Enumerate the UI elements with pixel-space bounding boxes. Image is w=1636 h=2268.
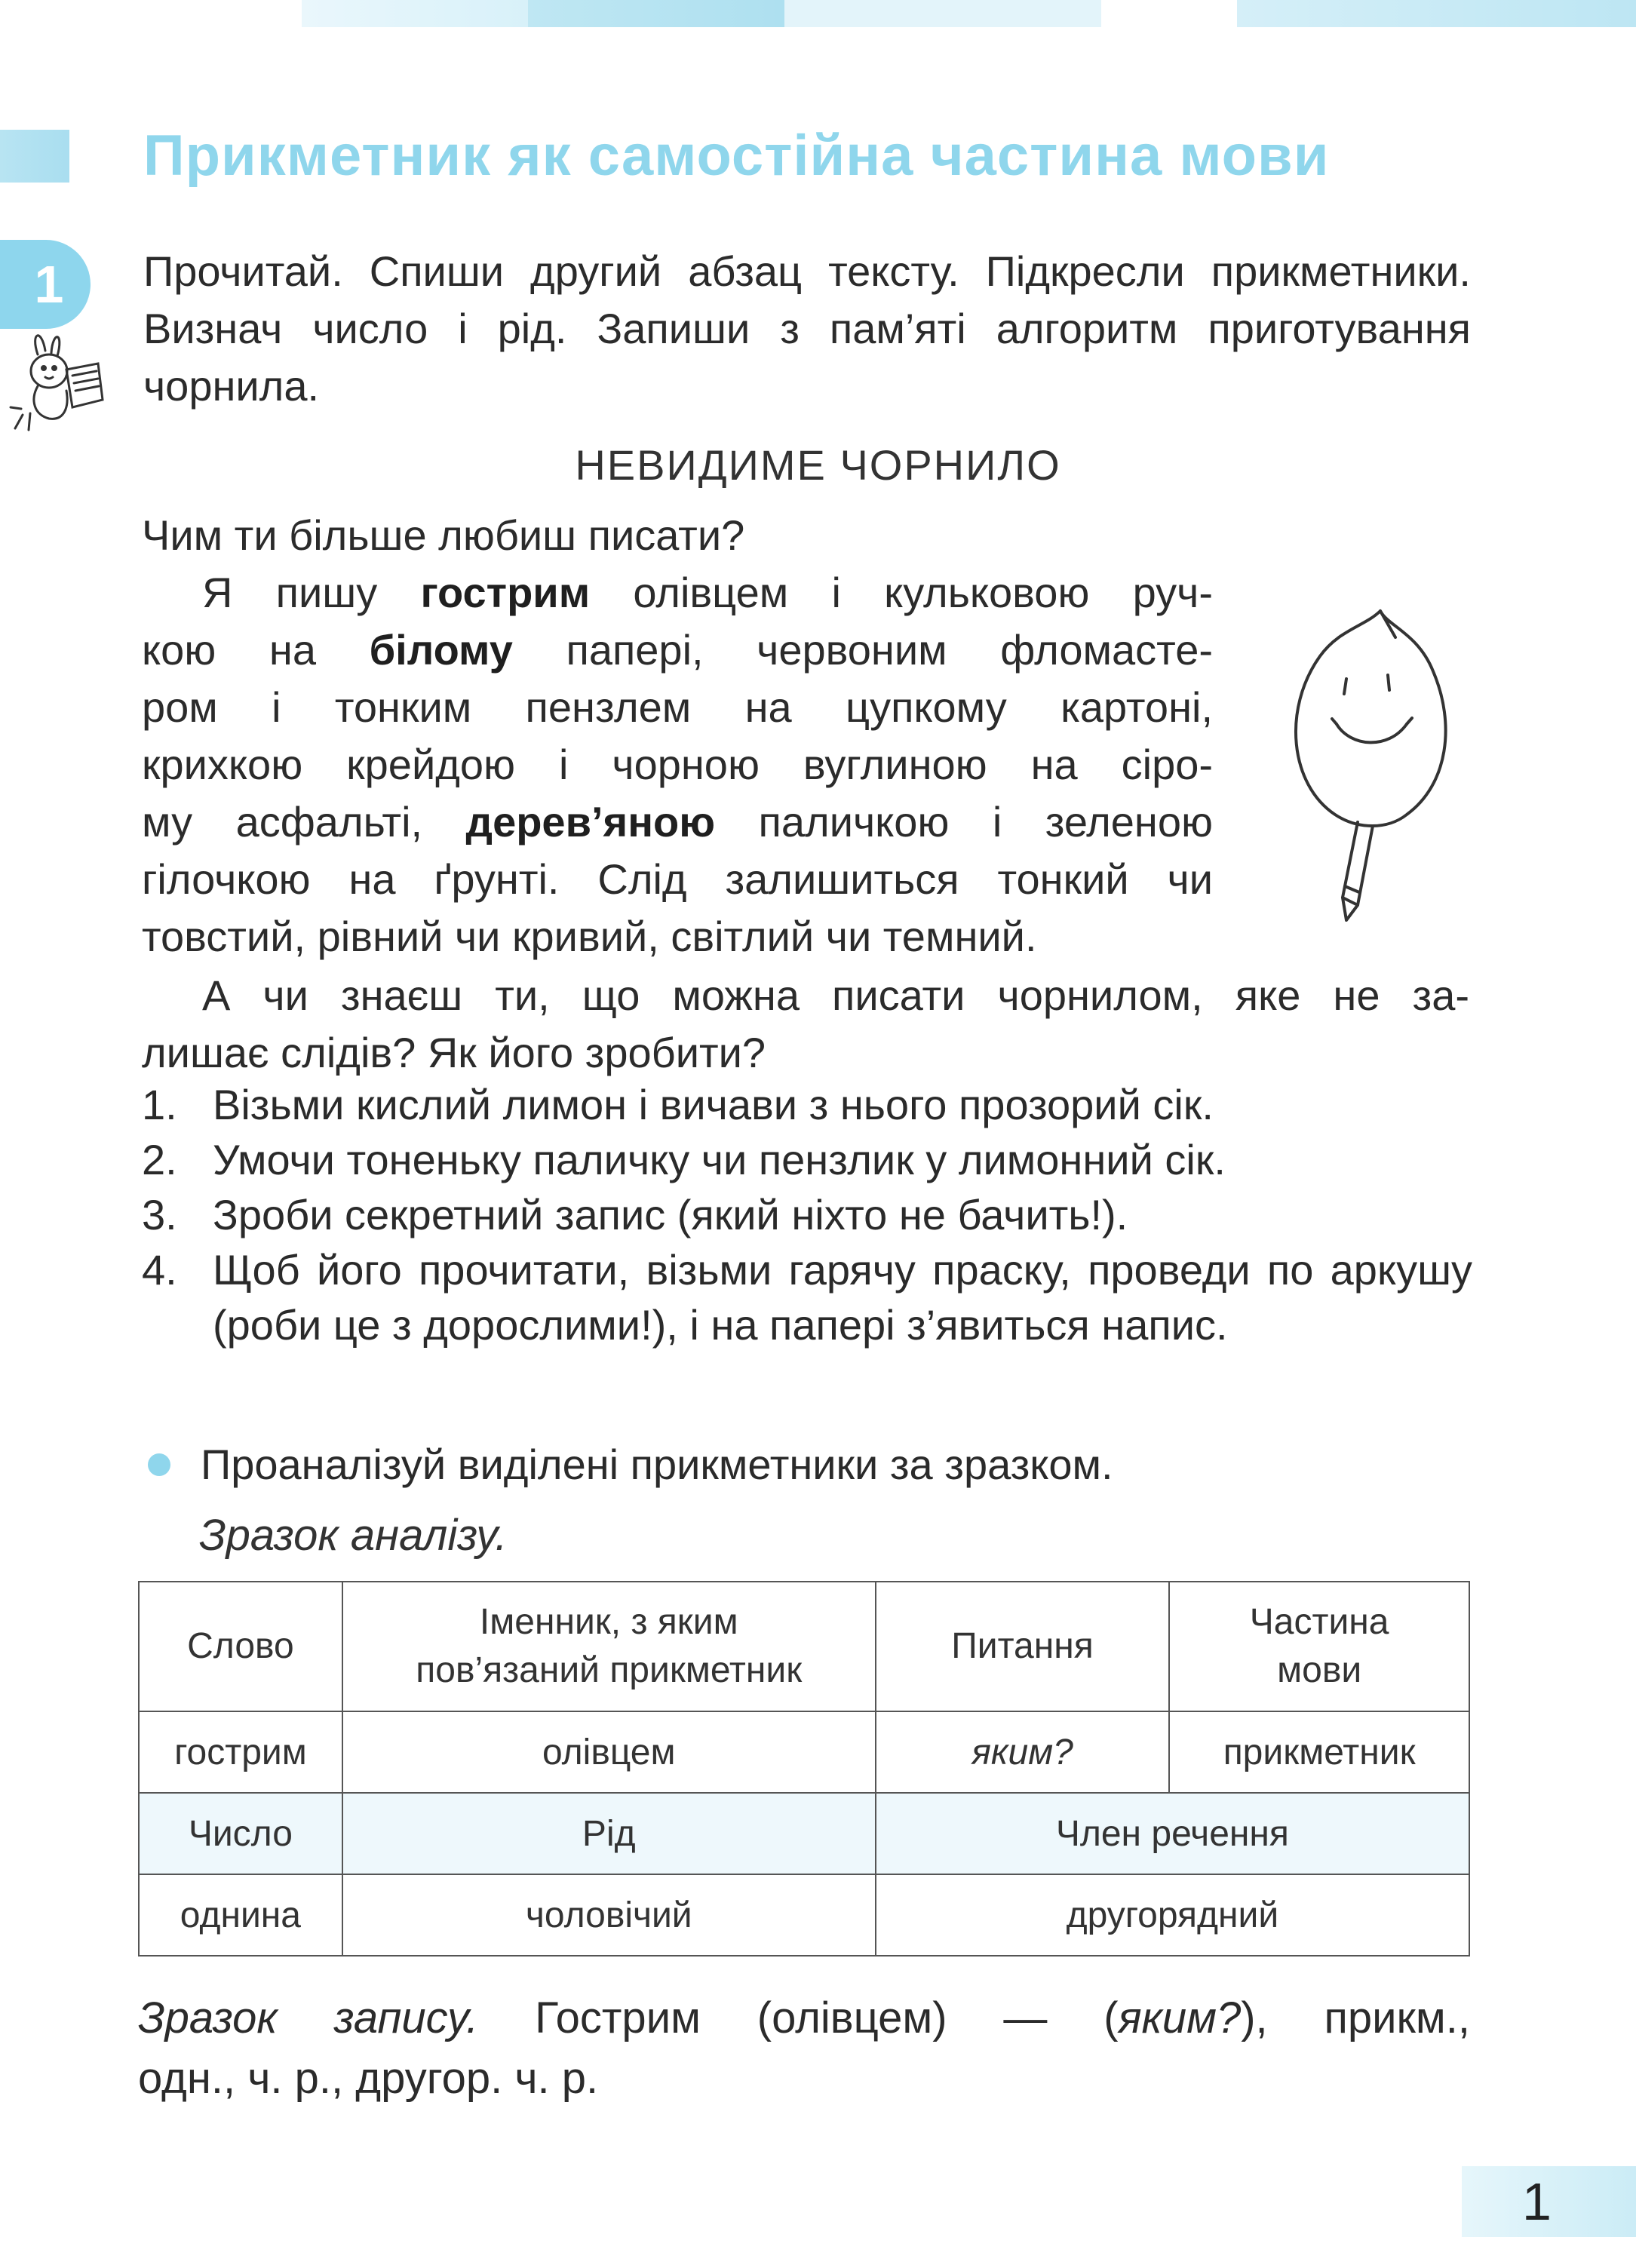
table-header-cell: Питання xyxy=(876,1582,1170,1711)
story-heading: НЕВИДИМЕ ЧОРНИЛО xyxy=(575,441,1061,489)
list-item: 1. Візьми кислий лимон і вичави з нього прозорий сік. xyxy=(142,1081,1214,1128)
task-instruction: Прочитай. Спиши другий абзац тексту. Підкресли прикметники. Визнач число і рід. Запиши з пам’яті алгоритм приготування чорнила. xyxy=(143,247,1471,410)
story-paragraph xyxy=(142,564,1213,965)
table-cell: прикметник xyxy=(1169,1711,1469,1793)
table-header-cell: Слово xyxy=(139,1582,342,1711)
story-paragraph xyxy=(142,967,1469,1082)
reading-bunny-icon xyxy=(8,324,121,437)
task-number-badge xyxy=(0,240,91,329)
page-title: Прикметник як самостійна частина мови xyxy=(143,124,1330,188)
list-item: 3. Зроби секретний запис (який ніхто не бачить!). xyxy=(142,1191,1128,1238)
table-cell: олівцем xyxy=(342,1711,876,1793)
table-header-cell: Член речення xyxy=(876,1793,1469,1874)
bullet-dot-icon xyxy=(148,1453,170,1476)
table-header-cell: Число xyxy=(139,1793,342,1874)
lemon-illustration xyxy=(1275,596,1463,928)
task-number: 1 xyxy=(34,255,64,314)
steps-list xyxy=(142,1077,1472,1352)
list-item: 4. Щоб його прочитати, візьми гарячу праску, проведи по аркушу (роби це з дорослими!), і на папері з’явиться напис. xyxy=(142,1246,1472,1349)
table-row xyxy=(139,1874,1469,1956)
analysis-task-text: Проаналізуй виділені прикметники за зразком. xyxy=(201,1441,1113,1488)
highlighted-adjective: білому xyxy=(369,626,513,674)
table-header-cell: Частина мови xyxy=(1169,1582,1469,1711)
table-header-cell: Рід xyxy=(342,1793,876,1874)
text-line: одн., ч. р., другор. ч. р. xyxy=(138,2054,599,2103)
table-header-cell: Іменник, з яким пов’язаний прикметник xyxy=(342,1582,876,1711)
text-line: А чи знаєш ти, що можна писати чорнилом, яке не за- xyxy=(202,971,1469,1019)
table-cell: однина xyxy=(139,1874,342,1956)
table-cell: чоловічий xyxy=(342,1874,876,1956)
list-item: 2. Умочи тоненьку паличку чи пензлик у лимонний сік. xyxy=(142,1136,1226,1183)
table-cell: другорядний xyxy=(876,1874,1469,1956)
top-decor-bar xyxy=(528,0,784,27)
text-line: Я пишу гострим олівцем і кульковою руч- xyxy=(202,569,1213,616)
table-cell: яким? xyxy=(876,1711,1170,1793)
top-decor-bar xyxy=(302,0,528,27)
top-decor-bar xyxy=(784,0,1101,27)
text-line: Зразок запису. Гострим (олівцем) — (яким?), прикм., xyxy=(138,1993,1470,2042)
sample-record xyxy=(138,1988,1470,2109)
text-line: крихкою крейдою і чорною вуглиною на сіро- xyxy=(142,741,1213,788)
sample-title: Зразок аналізу. xyxy=(199,1511,508,1560)
analysis-task xyxy=(142,1436,1113,1493)
highlighted-adjective: дерев’яною xyxy=(465,798,716,846)
table-row xyxy=(139,1582,1469,1711)
text-line: лишає слідів? Як його зробити? xyxy=(142,1029,766,1076)
table-row xyxy=(139,1711,1469,1793)
text-line: ром і тонким пензлем на цупкому картоні, xyxy=(142,683,1213,731)
page-number: 1 xyxy=(1522,2172,1552,2231)
text-line: гілочкою на ґрунті. Слід залишиться тонкий чи xyxy=(142,855,1213,903)
analysis-table xyxy=(138,1581,1470,1956)
title-accent-band xyxy=(0,130,69,183)
table-row xyxy=(139,1793,1469,1874)
top-decor-bar xyxy=(1237,0,1636,27)
text-line: кою на білому папері, червоним фломасте- xyxy=(142,626,1213,674)
text-line: товстий, рівний чи кривий, світлий чи темний. xyxy=(142,913,1037,960)
highlighted-adjective: гострим xyxy=(420,569,591,616)
table-cell: гострим xyxy=(139,1711,342,1793)
story-question: Чим ти більше любиш писати? xyxy=(142,511,745,559)
record-label: Зразок запису. xyxy=(138,1993,479,2042)
text-line: му асфальті, дерев’яною паличкою і зеленою xyxy=(142,798,1213,846)
